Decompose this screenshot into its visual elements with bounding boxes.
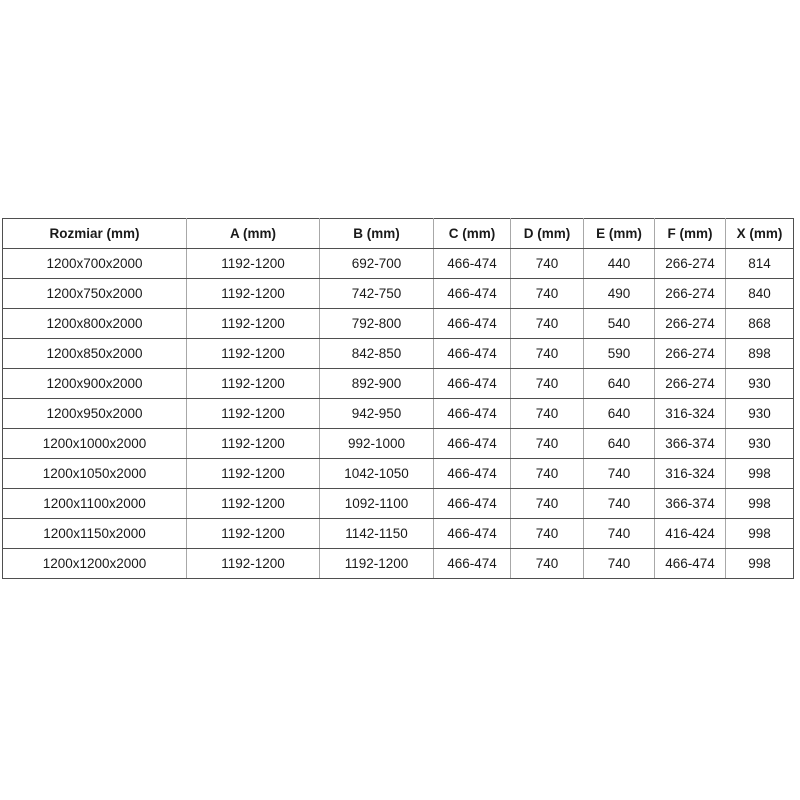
table-cell: 740 xyxy=(511,519,584,549)
table-cell: 998 xyxy=(726,519,794,549)
column-header: B (mm) xyxy=(320,219,434,249)
table-cell: 892-900 xyxy=(320,369,434,399)
table-cell: 930 xyxy=(726,429,794,459)
table-cell: 740 xyxy=(511,399,584,429)
table-cell: 1192-1200 xyxy=(187,549,320,579)
column-header: Rozmiar (mm) xyxy=(3,219,187,249)
column-header: C (mm) xyxy=(434,219,511,249)
table-cell: 740 xyxy=(511,429,584,459)
table-cell: 740 xyxy=(584,459,655,489)
table-row xyxy=(3,489,794,519)
table-cell: 1192-1200 xyxy=(187,369,320,399)
table-cell: 466-474 xyxy=(434,489,511,519)
table-cell: 1042-1050 xyxy=(320,459,434,489)
table-cell: 1200x1100x2000 xyxy=(3,489,187,519)
table-cell: 466-474 xyxy=(434,429,511,459)
table-cell: 942-950 xyxy=(320,399,434,429)
table-cell: 466-474 xyxy=(434,459,511,489)
table-cell: 1192-1200 xyxy=(187,489,320,519)
table-row xyxy=(3,369,794,399)
table-row xyxy=(3,279,794,309)
table-row xyxy=(3,309,794,339)
table-cell: 590 xyxy=(584,339,655,369)
table-cell: 740 xyxy=(511,369,584,399)
table-cell: 1192-1200 xyxy=(187,339,320,369)
table-cell: 466-474 xyxy=(434,339,511,369)
table-cell: 640 xyxy=(584,369,655,399)
table-cell: 416-424 xyxy=(655,519,726,549)
table-cell: 930 xyxy=(726,369,794,399)
table-cell: 466-474 xyxy=(655,549,726,579)
column-header: D (mm) xyxy=(511,219,584,249)
table-cell: 490 xyxy=(584,279,655,309)
column-header: X (mm) xyxy=(726,219,794,249)
table-row xyxy=(3,429,794,459)
table-cell: 266-274 xyxy=(655,249,726,279)
table-cell: 998 xyxy=(726,489,794,519)
table-cell: 466-474 xyxy=(434,549,511,579)
table-row xyxy=(3,549,794,579)
table-cell: 1192-1200 xyxy=(187,399,320,429)
table-cell: 316-324 xyxy=(655,459,726,489)
table-cell: 1192-1200 xyxy=(187,519,320,549)
table-cell: 868 xyxy=(726,309,794,339)
table-cell: 1200x1000x2000 xyxy=(3,429,187,459)
table-cell: 814 xyxy=(726,249,794,279)
table-cell: 842-850 xyxy=(320,339,434,369)
table-cell: 740 xyxy=(511,459,584,489)
table-cell: 1200x800x2000 xyxy=(3,309,187,339)
table-cell: 742-750 xyxy=(320,279,434,309)
table-cell: 998 xyxy=(726,459,794,489)
column-header: F (mm) xyxy=(655,219,726,249)
table-cell: 266-274 xyxy=(655,339,726,369)
table-cell: 1192-1200 xyxy=(187,279,320,309)
table-cell: 840 xyxy=(726,279,794,309)
table-row xyxy=(3,399,794,429)
table-cell: 1192-1200 xyxy=(320,549,434,579)
table-cell: 930 xyxy=(726,399,794,429)
table-cell: 692-700 xyxy=(320,249,434,279)
table-cell: 1200x700x2000 xyxy=(3,249,187,279)
table-cell: 1192-1200 xyxy=(187,459,320,489)
table-cell: 740 xyxy=(584,489,655,519)
dimension-spec-table-container xyxy=(2,218,793,579)
table-cell: 792-800 xyxy=(320,309,434,339)
table-cell: 1092-1100 xyxy=(320,489,434,519)
table-row xyxy=(3,519,794,549)
table-cell: 466-474 xyxy=(434,519,511,549)
table-cell: 740 xyxy=(511,489,584,519)
table-cell: 316-324 xyxy=(655,399,726,429)
table-body xyxy=(3,249,794,579)
table-cell: 1200x850x2000 xyxy=(3,339,187,369)
table-cell: 740 xyxy=(584,519,655,549)
table-cell: 740 xyxy=(511,249,584,279)
column-header: A (mm) xyxy=(187,219,320,249)
table-cell: 740 xyxy=(584,549,655,579)
table-row xyxy=(3,459,794,489)
table-cell: 366-374 xyxy=(655,429,726,459)
table-cell: 1200x900x2000 xyxy=(3,369,187,399)
table-cell: 466-474 xyxy=(434,369,511,399)
table-cell: 740 xyxy=(511,549,584,579)
table-cell: 740 xyxy=(511,339,584,369)
table-cell: 992-1000 xyxy=(320,429,434,459)
table-cell: 1192-1200 xyxy=(187,249,320,279)
table-header xyxy=(3,219,794,249)
table-row xyxy=(3,339,794,369)
table-cell: 466-474 xyxy=(434,309,511,339)
table-cell: 1192-1200 xyxy=(187,429,320,459)
table-cell: 740 xyxy=(511,309,584,339)
table-cell: 1200x750x2000 xyxy=(3,279,187,309)
table-cell: 466-474 xyxy=(434,249,511,279)
dimension-spec-table xyxy=(2,218,794,579)
table-cell: 1192-1200 xyxy=(187,309,320,339)
table-cell: 266-274 xyxy=(655,369,726,399)
table-cell: 540 xyxy=(584,309,655,339)
table-cell: 640 xyxy=(584,429,655,459)
table-cell: 898 xyxy=(726,339,794,369)
table-cell: 466-474 xyxy=(434,279,511,309)
table-cell: 266-274 xyxy=(655,279,726,309)
table-cell: 466-474 xyxy=(434,399,511,429)
table-cell: 1200x1200x2000 xyxy=(3,549,187,579)
table-cell: 266-274 xyxy=(655,309,726,339)
table-cell: 740 xyxy=(511,279,584,309)
table-cell: 1142-1150 xyxy=(320,519,434,549)
table-cell: 1200x1050x2000 xyxy=(3,459,187,489)
table-cell: 1200x1150x2000 xyxy=(3,519,187,549)
table-cell: 440 xyxy=(584,249,655,279)
table-cell: 1200x950x2000 xyxy=(3,399,187,429)
table-cell: 366-374 xyxy=(655,489,726,519)
table-cell: 998 xyxy=(726,549,794,579)
column-header: E (mm) xyxy=(584,219,655,249)
header-row xyxy=(3,219,794,249)
table-row xyxy=(3,249,794,279)
table-cell: 640 xyxy=(584,399,655,429)
